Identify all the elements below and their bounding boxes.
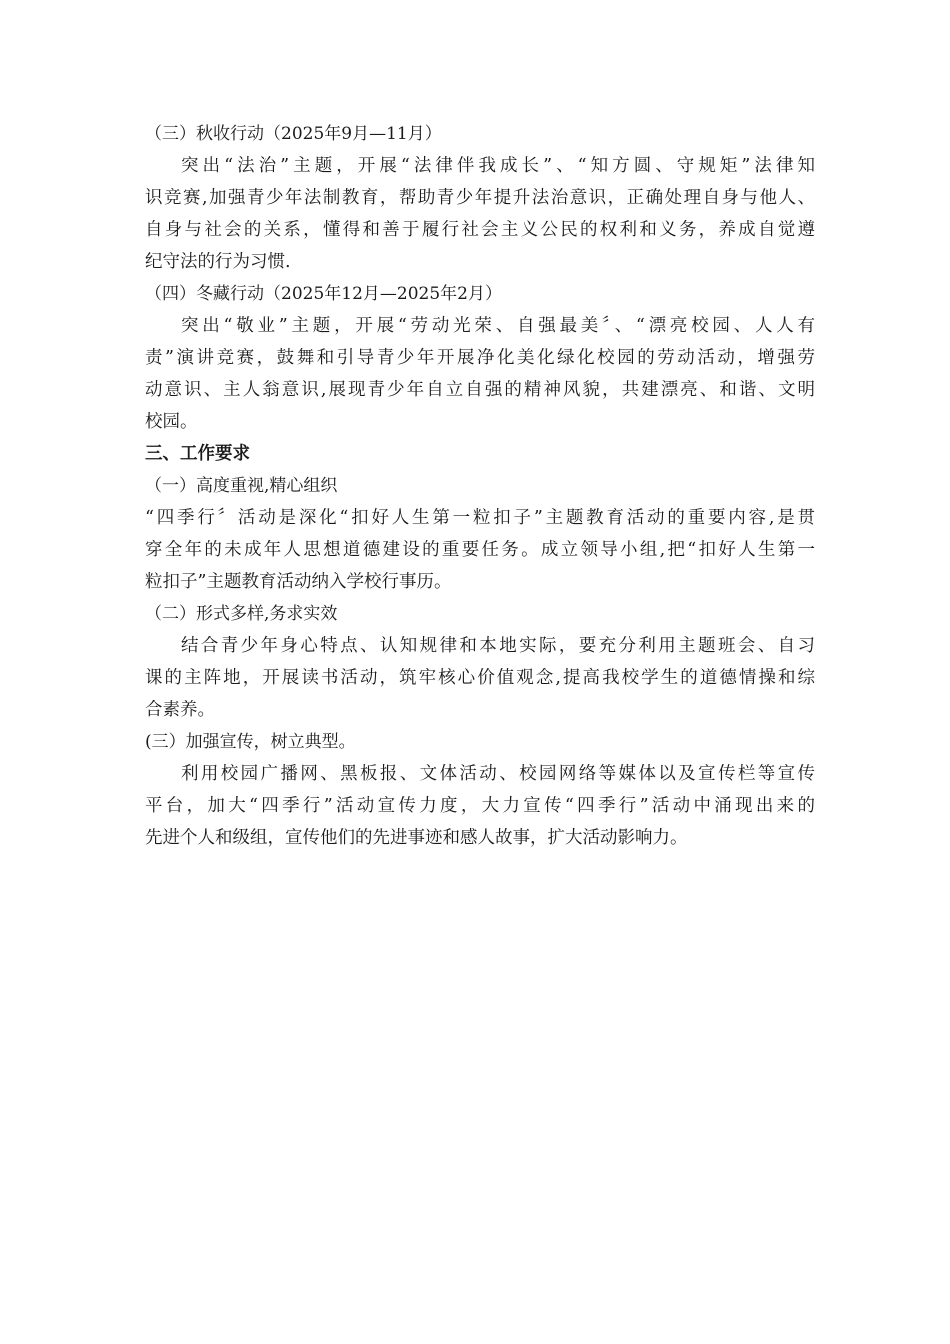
paragraph-line: 粒扣子”主题教育活动纳入学校行事历。 xyxy=(145,572,452,592)
paragraph-line: 平台，加大“四季行”活动宣传力度，大力宣传“四季行”活动中涌现出来的 xyxy=(145,796,815,816)
paragraph-line: 校园。 xyxy=(145,412,198,432)
subheading-diverse-forms: （二）形式多样,务求实效 xyxy=(145,604,338,624)
paragraph-winter-action xyxy=(145,310,815,438)
paragraph-line: 合素养。 xyxy=(145,700,215,720)
section-heading-work-requirements: 三、工作要求 xyxy=(145,444,250,464)
paragraph-line: 穿全年的未成年人思想道德建设的重要任务。成立领导小组,把“扣好人生第一 xyxy=(145,540,815,560)
paragraph-line: 突出“敬业”主题，开展“劳动光荣、自强最美〞、“漂亮校园、人人有 xyxy=(181,316,815,336)
subheading-autumn-action: （三）秋收行动（2025年9月—11月） xyxy=(145,124,442,144)
paragraph-diverse-forms xyxy=(145,630,815,726)
subheading-winter-action: （四）冬藏行动（2025年12月—2025年2月） xyxy=(145,284,502,304)
paragraph-high-attention xyxy=(145,502,815,598)
paragraph-line: 结合青少年身心特点、认知规律和本地实际，要充分利用主题班会、自习 xyxy=(181,636,815,656)
paragraph-line: 自身与社会的关系，懂得和善于履行社会主义公民的权利和义务，养成自觉遵 xyxy=(145,220,815,240)
document-body xyxy=(145,118,815,854)
paragraph-line: 课的主阵地，开展读书活动，筑牢核心价值观念,提高我校学生的道德情操和综 xyxy=(145,668,815,688)
paragraph-autumn-action xyxy=(145,150,815,278)
paragraph-line: 突出“法治”主题，开展“法律伴我成长”、“知方圆、守规矩”法律知 xyxy=(181,156,815,176)
paragraph-line: 责”演讲竞赛，鼓舞和引导青少年开展净化美化绿化校园的劳动活动，增强劳 xyxy=(145,348,815,368)
paragraph-line: 利用校园广播网、黑板报、文体活动、校园网络等媒体以及宣传栏等宣传 xyxy=(181,764,815,784)
paragraph-publicity xyxy=(145,758,815,854)
subheading-high-attention: （一）高度重视,精心组织 xyxy=(145,476,338,496)
paragraph-line: 识竞赛,加强青少年法制教育，帮助青少年提升法治意识，正确处理自身与他人、 xyxy=(145,188,815,208)
paragraph-line: “四季行〞活动是深化“扣好人生第一粒扣子”主题教育活动的重要内容,是贯 xyxy=(145,508,815,528)
paragraph-line: 纪守法的行为习惯. xyxy=(145,252,291,272)
paragraph-line: 动意识、主人翁意识,展现青少年自立自强的精神风貌，共建漂亮、和谐、文明 xyxy=(145,380,815,400)
paragraph-line: 先进个人和级组，宣传他们的先进事迹和感人故事，扩大活动影响力。 xyxy=(145,828,688,848)
subheading-publicity: (三）加强宣传，树立典型。 xyxy=(145,732,356,752)
